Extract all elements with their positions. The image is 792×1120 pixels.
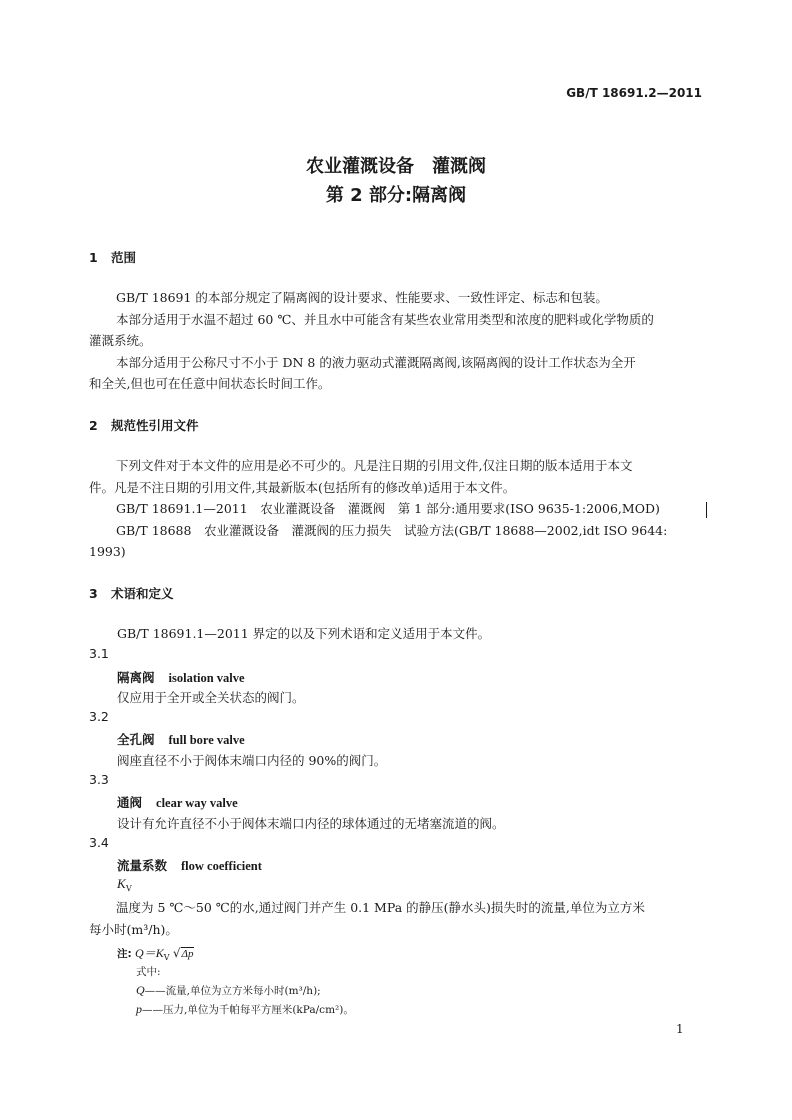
paragraph-line: GB/T 18691 的本部分规定了隔离阀的设计要求、性能要求、一致性评定、标志和包装。: [116, 290, 608, 305]
normative-reference: GB/T 18691.1—2011 农业灌溉设备 灌溉阀 第 1 部分:通用要求(ISO 9635-1:2006,MOD): [116, 501, 660, 516]
term-definition: 阀座直径不小于阀体末端口内径的 90%的阀门。: [117, 753, 387, 768]
term-zh: 隔离阀: [117, 670, 155, 685]
note-formula: 注: $Q=K_V$ √Δp: [117, 946, 194, 963]
paragraph-line: 温度为 5 ℃～50 ℃的水,通过阀门并产生 0.1 MPa 的静压(静水头)损失时的流量,单位为立方米: [116, 900, 645, 915]
change-bar: [706, 502, 707, 518]
note-label: 注:: [117, 948, 132, 960]
paragraph-line: 灌溉系统。: [89, 333, 152, 348]
section-number: 2: [89, 418, 98, 433]
note-variable: [136, 1002, 354, 1017]
variable-desc: ——压力,单位为千帕每平方厘米(kPa/cm²)。: [142, 1004, 354, 1016]
term-entry: [117, 793, 238, 811]
section-title: 术语和定义: [111, 586, 174, 601]
section-title: 规范性引用文件: [111, 418, 199, 433]
term-en: isolation valve: [168, 671, 245, 685]
paragraph-line: 件。凡是不注日期的引用文件,其最新版本(包括所有的修改单)适用于本文件。: [89, 479, 516, 495]
variable-symbol: p: [136, 1002, 142, 1016]
term-en: flow coefficient: [181, 859, 262, 873]
paragraph-line: 每小时(m³/h)。: [89, 921, 178, 937]
term-symbol: [117, 876, 132, 894]
title-line-1: 农业灌溉设备 灌溉阀: [306, 156, 486, 177]
section-title: 范围: [111, 250, 137, 265]
symbol-letter: K: [117, 876, 126, 891]
clause-number: 3.1: [89, 646, 109, 661]
clause-number: 3.2: [89, 709, 109, 724]
term-definition: 设计有允许直径不小于阀体末端口内径的球体通过的无堵塞流道的阀。: [117, 816, 505, 831]
section-number: 1: [89, 250, 98, 265]
page-number: 1: [676, 1022, 684, 1036]
term-zh: 流量系数: [117, 858, 168, 873]
term-definition: [89, 897, 703, 940]
section-1-body: [89, 287, 703, 395]
normative-reference: GB/T 18688 农业灌溉设备 灌溉阀的压力损失 试验方法(GB/T 18688—2002,idt ISO 9644:: [116, 522, 668, 538]
term-entry: [117, 856, 262, 874]
note-variable: [136, 983, 321, 998]
section-1-heading: [89, 248, 136, 266]
clause-number: 3.4: [89, 835, 109, 850]
formula-lhs: Q＝K: [135, 946, 164, 960]
term-entry: [117, 668, 245, 686]
term-zh: 全孔阀: [117, 732, 155, 747]
note-where: 式中:: [136, 966, 161, 978]
standard-code: GB/T 18691.2—2011: [566, 86, 702, 100]
section-2-heading: [89, 416, 199, 434]
title-line-2: 第 2 部分:隔离阀: [325, 185, 467, 206]
paragraph-line: 1993): [89, 544, 126, 559]
section-3-heading: [89, 584, 174, 602]
paragraph-line: 本部分适用于水温不超过 60 ℃、并且水中可能含有某些农业常用类型和浓度的肥料或化学物质的: [116, 311, 654, 327]
section-2-body: [89, 455, 703, 563]
section-3-intro: GB/T 18691.1—2011 界定的以及下列术语和定义适用于本文件。: [117, 626, 491, 641]
variable-symbol: Q: [136, 983, 145, 997]
formula-radicand: Δp: [181, 948, 194, 960]
paragraph-line: 和全关,但也可在任意中间状态长时间工作。: [89, 376, 331, 391]
term-en: full bore valve: [168, 733, 245, 747]
paragraph-line: 本部分适用于公称尺寸不小于 DN 8 的液力驱动式灌溉隔离阀,该隔离阀的设计工作状态为全开: [116, 354, 636, 370]
symbol-subscript: V: [125, 883, 133, 894]
formula-subscript: V: [163, 953, 170, 963]
paragraph-line: 下列文件对于本文件的应用是必不可少的。凡是注日期的引用文件,仅注日期的版本适用于本文: [116, 458, 633, 473]
term-zh: 通阀: [117, 795, 143, 810]
variable-desc: ——流量,单位为立方米每小时(m³/h);: [144, 985, 321, 997]
term-en: clear way valve: [156, 796, 238, 810]
section-number: 3: [89, 586, 98, 601]
term-definition: 仅应用于全开或全关状态的阀门。: [117, 690, 305, 705]
term-entry: [117, 730, 245, 748]
clause-number: 3.3: [89, 772, 109, 787]
